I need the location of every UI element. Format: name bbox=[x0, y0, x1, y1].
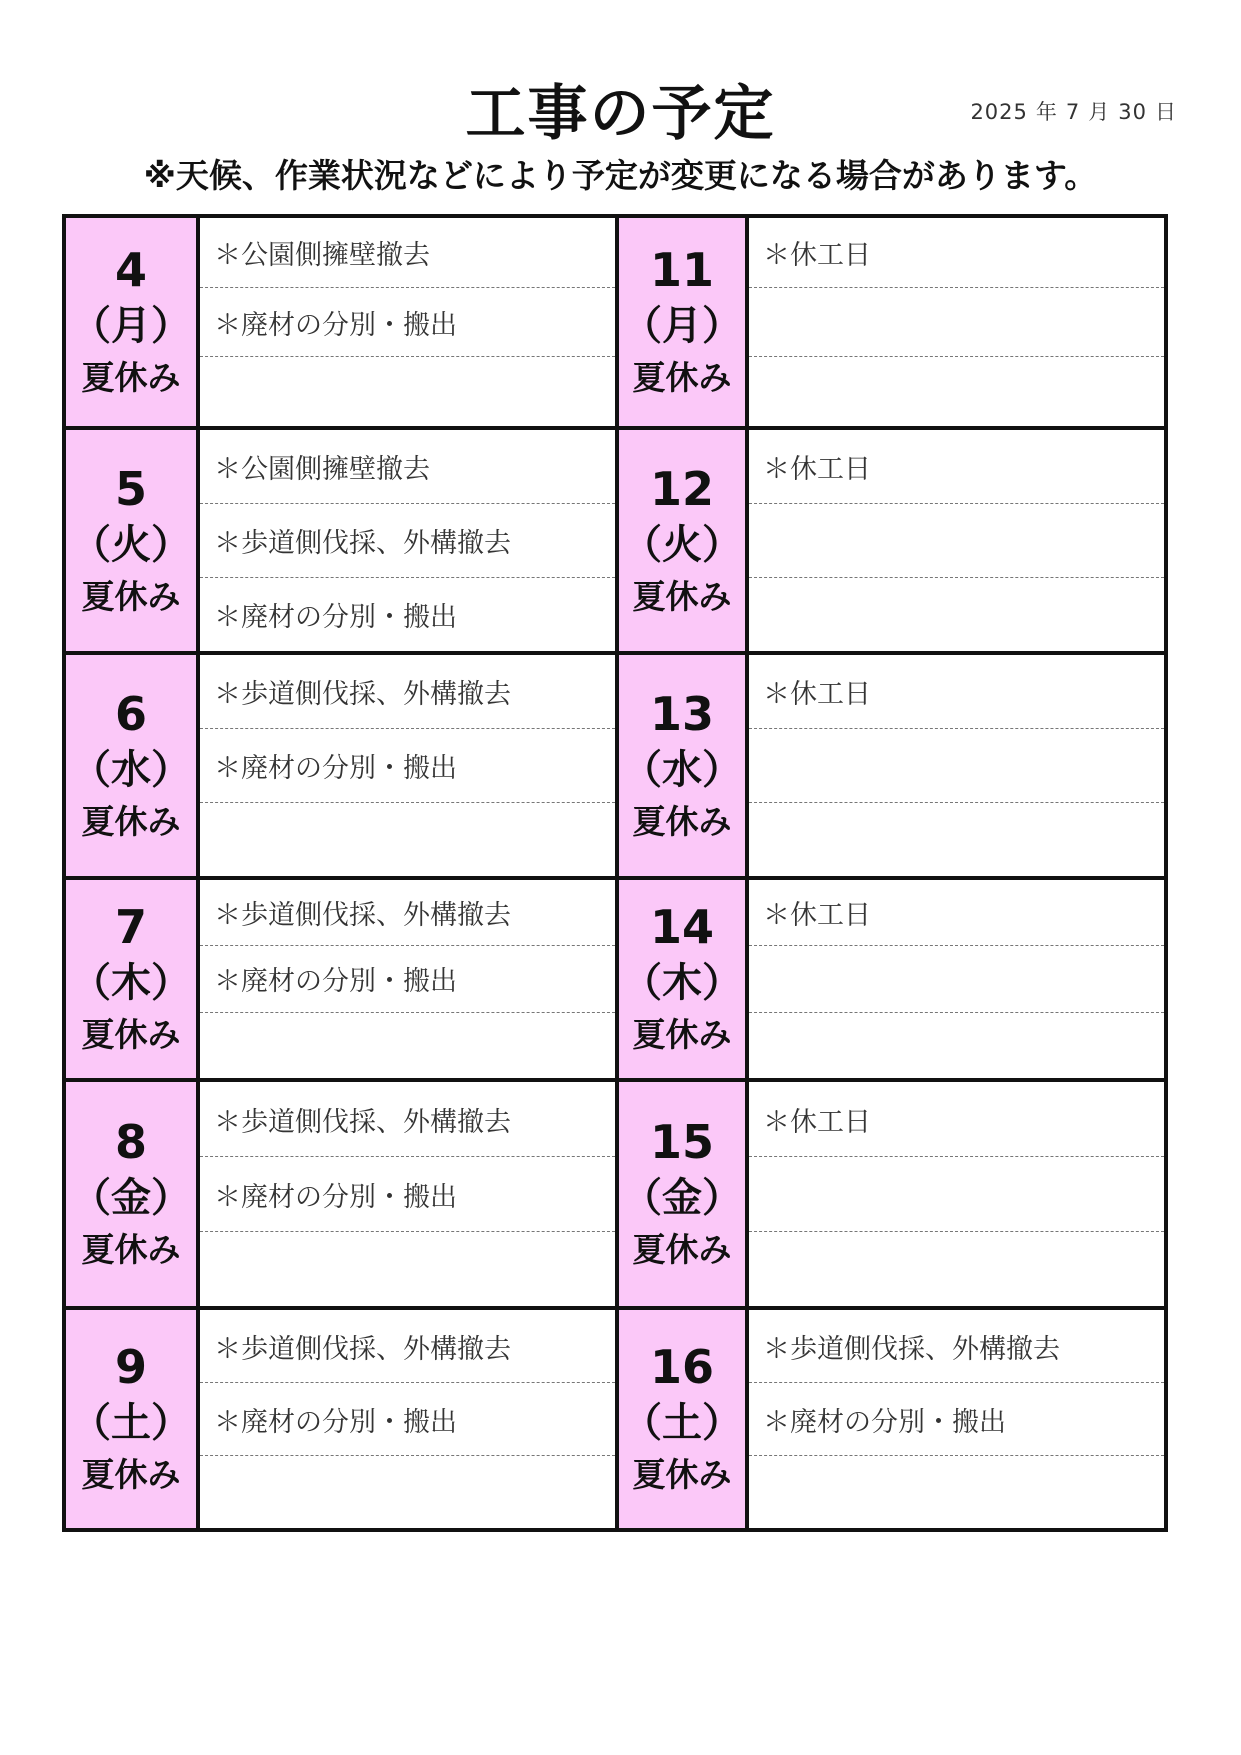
holiday-note: 夏休み bbox=[632, 358, 732, 397]
date-cell bbox=[66, 218, 200, 426]
holiday-note: 夏休み bbox=[632, 576, 732, 616]
holiday-note: 夏休み bbox=[81, 576, 181, 616]
task-line bbox=[200, 357, 615, 426]
date-month-unit: 月 bbox=[1088, 100, 1111, 124]
weekday: （水） bbox=[622, 746, 742, 793]
date-cell bbox=[615, 655, 749, 876]
task-line: ＊休工日 bbox=[749, 880, 1164, 946]
task-line: ＊廃材の分別・搬出 bbox=[200, 946, 615, 1012]
date-cell bbox=[615, 218, 749, 426]
date-cell bbox=[615, 880, 749, 1078]
date-day-unit: 日 bbox=[1155, 100, 1177, 124]
date-cell bbox=[615, 430, 749, 651]
holiday-note: 夏休み bbox=[81, 1015, 181, 1054]
date-cell bbox=[615, 1082, 749, 1306]
tasks-cell bbox=[749, 880, 1164, 1078]
date-year: 2025 bbox=[970, 100, 1028, 124]
task-line: ＊休工日 bbox=[749, 655, 1164, 729]
task-line bbox=[200, 1232, 615, 1306]
date-cell bbox=[66, 880, 200, 1078]
holiday-note: 夏休み bbox=[81, 801, 181, 841]
day-number: 9 bbox=[114, 1340, 147, 1394]
task-line: ＊歩道側伐採、外構撤去 bbox=[749, 1310, 1164, 1383]
tasks-cell bbox=[749, 1082, 1164, 1306]
task-line: ＊廃材の分別・搬出 bbox=[214, 602, 457, 633]
weekday: （水） bbox=[71, 746, 191, 793]
holiday-note: 夏休み bbox=[81, 358, 181, 397]
schedule-row bbox=[66, 651, 1164, 876]
day-number: 16 bbox=[649, 1340, 714, 1394]
date-cell bbox=[66, 430, 200, 651]
document-date bbox=[966, 96, 1181, 126]
task-line: ＊廃材の分別・搬出 bbox=[200, 1157, 615, 1232]
weekday: （土） bbox=[71, 1400, 191, 1446]
date-year-unit: 年 bbox=[1035, 100, 1058, 124]
schedule-row bbox=[66, 876, 1164, 1078]
day-number: 13 bbox=[649, 686, 714, 741]
task-line bbox=[749, 946, 1164, 1012]
tasks-cell bbox=[200, 1310, 615, 1528]
task-line bbox=[200, 803, 615, 876]
tasks-cell bbox=[749, 430, 1164, 651]
date-day: 30 bbox=[1118, 100, 1147, 124]
task-line: ＊廃材の分別・搬出 bbox=[200, 1383, 615, 1456]
schedule-table bbox=[62, 214, 1168, 1532]
day-number: 4 bbox=[114, 243, 147, 297]
holiday-note: 夏休み bbox=[81, 1230, 181, 1269]
task-line: ＊休工日 bbox=[749, 218, 1164, 288]
date-cell bbox=[66, 1310, 200, 1528]
weekday: （金） bbox=[71, 1175, 191, 1221]
tasks-cell bbox=[749, 655, 1164, 876]
task-line bbox=[749, 1232, 1164, 1306]
holiday-note: 夏休み bbox=[632, 1015, 732, 1054]
task-line: ＊休工日 bbox=[749, 1082, 1164, 1157]
day-number: 6 bbox=[114, 686, 147, 741]
date-cell bbox=[615, 1310, 749, 1528]
weekday: （月） bbox=[622, 303, 742, 349]
date-cell bbox=[66, 1082, 200, 1306]
schedule-notice: ※天候、作業状況などにより予定が変更になる場合があります。 bbox=[143, 156, 1098, 195]
weekday: （月） bbox=[71, 303, 191, 349]
day-number: 5 bbox=[114, 461, 147, 516]
day-number: 15 bbox=[649, 1115, 714, 1169]
task-line bbox=[749, 1013, 1164, 1078]
tasks-cell bbox=[200, 880, 615, 1078]
holiday-note: 夏休み bbox=[632, 1230, 732, 1269]
tasks-cell bbox=[200, 430, 615, 651]
page-title: 工事の予定 bbox=[465, 79, 776, 149]
task-line: ＊廃材の分別・搬出 bbox=[749, 1383, 1164, 1456]
task-line bbox=[749, 578, 1164, 651]
task-line bbox=[749, 1157, 1164, 1232]
weekday: （火） bbox=[622, 521, 742, 568]
weekday: （木） bbox=[71, 960, 191, 1006]
day-number: 7 bbox=[114, 900, 147, 954]
day-number: 12 bbox=[649, 461, 714, 516]
task-line: ＊歩道側伐採、外構撤去 bbox=[200, 655, 615, 729]
tasks-cell bbox=[200, 655, 615, 876]
task-line bbox=[749, 803, 1164, 876]
task-line bbox=[749, 357, 1164, 426]
weekday: （金） bbox=[622, 1175, 742, 1221]
task-line: ＊歩道側伐採、外構撤去 bbox=[200, 880, 615, 946]
task-line: ＊公園側擁壁撤去 bbox=[200, 430, 615, 504]
task-line bbox=[749, 504, 1164, 578]
task-line: ＊公園側擁壁撤去 bbox=[200, 218, 615, 288]
task-line bbox=[200, 1013, 615, 1078]
weekday: （火） bbox=[71, 521, 191, 568]
task-line bbox=[200, 1456, 615, 1528]
schedule-row bbox=[66, 426, 1164, 651]
task-line: ＊休工日 bbox=[749, 430, 1164, 504]
weekday: （木） bbox=[622, 960, 742, 1006]
task-line: ＊歩道側伐採、外構撤去 bbox=[200, 504, 615, 578]
tasks-cell bbox=[200, 218, 615, 426]
date-month: 7 bbox=[1065, 100, 1081, 124]
task-line bbox=[749, 729, 1164, 803]
task-line bbox=[749, 288, 1164, 358]
holiday-note: 夏休み bbox=[632, 801, 732, 841]
tasks-cell bbox=[749, 1310, 1164, 1528]
task-line bbox=[749, 1456, 1164, 1528]
task-line: ＊歩道側伐採、外構撤去 bbox=[200, 1082, 615, 1157]
schedule-row bbox=[66, 218, 1164, 426]
task-line: ＊廃材の分別・搬出 bbox=[200, 288, 615, 358]
task-line: ＊歩道側伐採、外構撤去 bbox=[200, 1310, 615, 1383]
tasks-cell bbox=[200, 1082, 615, 1306]
weekday: （土） bbox=[622, 1400, 742, 1446]
date-cell bbox=[66, 655, 200, 876]
task-line: ＊廃材の分別・搬出 bbox=[200, 729, 615, 803]
schedule-row bbox=[66, 1306, 1164, 1528]
holiday-note: 夏休み bbox=[81, 1455, 181, 1494]
holiday-note: 夏休み bbox=[632, 1455, 732, 1494]
day-number: 11 bbox=[649, 243, 714, 297]
day-number: 14 bbox=[649, 900, 714, 954]
day-number: 8 bbox=[114, 1115, 147, 1169]
tasks-cell bbox=[749, 218, 1164, 426]
schedule-row bbox=[66, 1078, 1164, 1306]
